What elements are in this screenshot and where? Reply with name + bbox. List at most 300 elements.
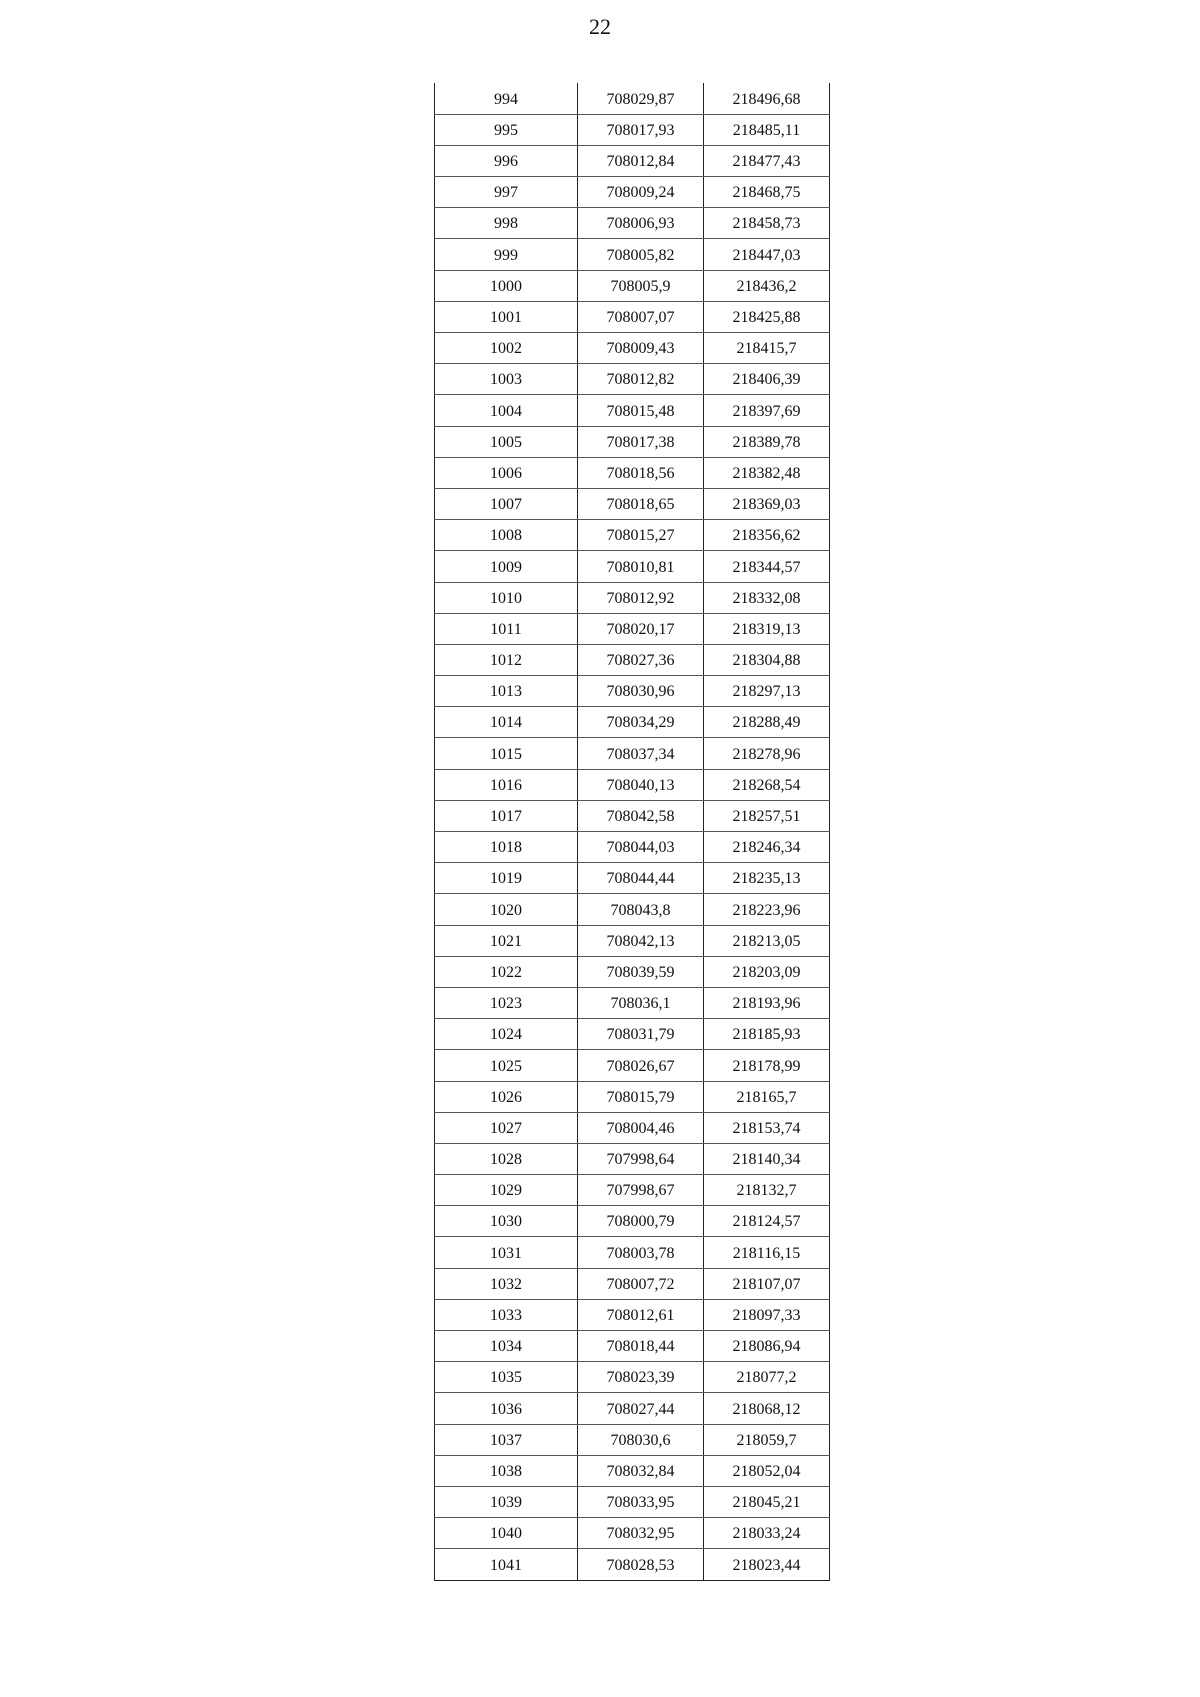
- y-coordinate-cell: [704, 582, 830, 613]
- cell-value: 1029: [490, 1182, 522, 1200]
- cell-value: 708000,79: [606, 1213, 675, 1231]
- cell-value: 1030: [490, 1213, 522, 1231]
- point-number-cell: [435, 1549, 578, 1580]
- y-coordinate-cell: [704, 1019, 830, 1050]
- cell-value: 218213,05: [732, 932, 801, 950]
- y-coordinate-cell: [704, 488, 830, 519]
- table-row: [435, 1019, 830, 1050]
- cell-value: 1032: [490, 1275, 522, 1293]
- cell-value: 708032,84: [606, 1462, 675, 1480]
- table-row: [435, 1362, 830, 1393]
- x-coordinate-cell: [578, 1237, 704, 1268]
- x-coordinate-cell: [578, 1175, 704, 1206]
- cell-value: 218045,21: [732, 1494, 801, 1512]
- x-coordinate-cell: [578, 551, 704, 582]
- table-row: [435, 832, 830, 863]
- cell-value: 708040,13: [606, 776, 675, 794]
- y-coordinate-cell: [704, 1518, 830, 1549]
- cell-value: 218132,7: [736, 1182, 797, 1200]
- point-number-cell: [435, 114, 578, 145]
- y-coordinate-cell: [704, 208, 830, 239]
- point-number-cell: [435, 83, 578, 114]
- cell-value: 1023: [490, 995, 522, 1013]
- table-row: [435, 457, 830, 488]
- x-coordinate-cell: [578, 644, 704, 675]
- cell-value: 708028,53: [606, 1556, 675, 1574]
- cell-value: 708007,72: [606, 1275, 675, 1293]
- x-coordinate-cell: [578, 987, 704, 1018]
- point-number-cell: [435, 457, 578, 488]
- x-coordinate-cell: [578, 208, 704, 239]
- x-coordinate-cell: [578, 301, 704, 332]
- cell-value: 218153,74: [732, 1119, 801, 1137]
- cell-value: 708012,84: [606, 153, 675, 171]
- cell-value: 708015,27: [606, 527, 675, 545]
- point-number-cell: [435, 1081, 578, 1112]
- x-coordinate-cell: [578, 1331, 704, 1362]
- y-coordinate-cell: [704, 1393, 830, 1424]
- y-coordinate-cell: [704, 83, 830, 114]
- x-coordinate-cell: [578, 270, 704, 301]
- table-row: [435, 707, 830, 738]
- cell-value: 218332,08: [732, 589, 801, 607]
- point-number-cell: [435, 1175, 578, 1206]
- cell-value: 708015,79: [606, 1088, 675, 1106]
- table-row: [435, 1486, 830, 1517]
- table-row: [435, 1424, 830, 1455]
- point-number-cell: [435, 769, 578, 800]
- x-coordinate-cell: [578, 114, 704, 145]
- y-coordinate-cell: [704, 1206, 830, 1237]
- point-number-cell: [435, 177, 578, 208]
- y-coordinate-cell: [704, 301, 830, 332]
- table-row: [435, 863, 830, 894]
- table-row: [435, 1206, 830, 1237]
- table-row: [435, 1050, 830, 1081]
- cell-value: 218477,43: [732, 153, 801, 171]
- cell-value: 218468,75: [732, 184, 801, 202]
- cell-value: 708037,34: [606, 745, 675, 763]
- point-number-cell: [435, 1237, 578, 1268]
- cell-value: 218203,09: [732, 963, 801, 981]
- cell-value: 218193,96: [732, 995, 801, 1013]
- cell-value: 708042,58: [606, 808, 675, 825]
- cell-value: 218356,62: [732, 527, 801, 545]
- cell-value: 708030,6: [610, 1431, 671, 1449]
- cell-value: 708009,24: [606, 184, 675, 202]
- cell-value: 1019: [490, 870, 522, 888]
- x-coordinate-cell: [578, 1518, 704, 1549]
- x-coordinate-cell: [578, 769, 704, 800]
- x-coordinate-cell: [578, 800, 704, 831]
- table-row: [435, 987, 830, 1018]
- cell-value: 708033,95: [606, 1494, 675, 1512]
- table-row: [435, 1268, 830, 1299]
- y-coordinate-cell: [704, 114, 830, 145]
- x-coordinate-cell: [578, 145, 704, 176]
- point-number-cell: [435, 364, 578, 395]
- cell-value: 218235,13: [732, 870, 801, 888]
- table-row: [435, 1299, 830, 1330]
- point-number-cell: [435, 894, 578, 925]
- cell-value: 218389,78: [732, 433, 801, 451]
- cell-value: 707998,67: [606, 1182, 675, 1200]
- cell-value: 1035: [490, 1369, 522, 1387]
- cell-value: 218406,39: [732, 371, 801, 389]
- point-number-cell: [435, 333, 578, 364]
- x-coordinate-cell: [578, 1019, 704, 1050]
- cell-value: 218023,44: [732, 1556, 801, 1574]
- y-coordinate-cell: [704, 1331, 830, 1362]
- table-row: [435, 1175, 830, 1206]
- cell-value: 218178,99: [732, 1057, 801, 1075]
- point-number-cell: [435, 1143, 578, 1174]
- x-coordinate-cell: [578, 520, 704, 551]
- point-number-cell: [435, 1268, 578, 1299]
- page-number: 22: [589, 14, 611, 39]
- point-number-cell: [435, 613, 578, 644]
- point-number-cell: [435, 644, 578, 675]
- x-coordinate-cell: [578, 1206, 704, 1237]
- table-row: [435, 1143, 830, 1174]
- x-coordinate-cell: [578, 1486, 704, 1517]
- cell-value: 1040: [490, 1525, 522, 1543]
- cell-value: 708012,92: [606, 589, 675, 607]
- point-number-cell: [435, 551, 578, 582]
- cell-value: 1039: [490, 1494, 522, 1512]
- table-row: [435, 800, 830, 831]
- cell-value: 708031,79: [606, 1026, 675, 1044]
- cell-value: 1003: [490, 371, 522, 389]
- table-row: [435, 520, 830, 551]
- cell-value: 708017,93: [606, 121, 675, 139]
- cell-value: 1018: [490, 839, 522, 857]
- cell-value: 708030,96: [606, 683, 675, 701]
- cell-value: 1021: [490, 932, 522, 950]
- y-coordinate-cell: [704, 1081, 830, 1112]
- point-number-cell: [435, 301, 578, 332]
- cell-value: 1027: [490, 1119, 522, 1137]
- cell-value: 218297,13: [732, 683, 801, 701]
- x-coordinate-cell: [578, 426, 704, 457]
- y-coordinate-cell: [704, 1175, 830, 1206]
- y-coordinate-cell: [704, 1455, 830, 1486]
- point-number-cell: [435, 426, 578, 457]
- cell-value: 1006: [490, 464, 522, 482]
- cell-value: 1012: [490, 652, 522, 670]
- point-number-cell: [435, 582, 578, 613]
- y-coordinate-cell: [704, 1143, 830, 1174]
- y-coordinate-cell: [704, 177, 830, 208]
- point-number-cell: [435, 832, 578, 863]
- cell-value: 218068,12: [732, 1400, 801, 1418]
- y-coordinate-cell: [704, 239, 830, 270]
- table-row: [435, 1455, 830, 1486]
- x-coordinate-cell: [578, 364, 704, 395]
- point-number-cell: [435, 520, 578, 551]
- table-row: [435, 925, 830, 956]
- cell-value: 1038: [490, 1462, 522, 1480]
- cell-value: 708039,59: [606, 963, 675, 981]
- cell-value: 1011: [490, 620, 522, 638]
- y-coordinate-cell: [704, 426, 830, 457]
- cell-value: 218059,7: [736, 1431, 797, 1449]
- cell-value: 1037: [490, 1431, 522, 1449]
- cell-value: 708026,67: [606, 1057, 675, 1075]
- cell-value: 708009,43: [606, 340, 675, 358]
- cell-value: 1031: [490, 1244, 522, 1262]
- cell-value: 708027,44: [606, 1400, 675, 1418]
- cell-value: 1020: [490, 901, 522, 919]
- cell-value: 1000: [490, 277, 522, 295]
- y-coordinate-cell: [704, 333, 830, 364]
- table-row: [435, 551, 830, 582]
- table-row: [435, 738, 830, 769]
- table-row: [435, 1518, 830, 1549]
- cell-value: 218304,88: [732, 652, 801, 670]
- cell-value: 708032,95: [606, 1525, 675, 1543]
- cell-value: 1004: [490, 402, 522, 420]
- y-coordinate-cell: [704, 738, 830, 769]
- cell-value: 1002: [490, 340, 522, 358]
- cell-value: 708004,46: [606, 1119, 675, 1137]
- y-coordinate-cell: [704, 956, 830, 987]
- point-number-cell: [435, 395, 578, 426]
- x-coordinate-cell: [578, 956, 704, 987]
- x-coordinate-cell: [578, 863, 704, 894]
- x-coordinate-cell: [578, 1362, 704, 1393]
- y-coordinate-cell: [704, 1050, 830, 1081]
- cell-value: 999: [494, 246, 518, 264]
- cell-value: 218185,93: [732, 1026, 801, 1044]
- cell-value: 708044,03: [606, 839, 675, 857]
- cell-value: 708006,93: [606, 215, 675, 233]
- point-number-cell: [435, 1424, 578, 1455]
- cell-value: 708005,82: [606, 246, 675, 264]
- cell-value: 218246,34: [732, 839, 801, 857]
- cell-value: 1005: [490, 433, 522, 451]
- table-row: [435, 1549, 830, 1580]
- x-coordinate-cell: [578, 1050, 704, 1081]
- coordinates-table: [434, 83, 830, 1581]
- point-number-cell: [435, 1206, 578, 1237]
- y-coordinate-cell: [704, 520, 830, 551]
- cell-value: 218052,04: [732, 1462, 801, 1480]
- cell-value: 996: [494, 153, 518, 171]
- cell-value: 218086,94: [732, 1338, 801, 1356]
- point-number-cell: [435, 987, 578, 1018]
- cell-value: 1033: [490, 1307, 522, 1324]
- cell-value: 998: [494, 215, 518, 233]
- y-coordinate-cell: [704, 1486, 830, 1517]
- table-row: [435, 177, 830, 208]
- point-number-cell: [435, 145, 578, 176]
- table-row: [435, 613, 830, 644]
- point-number-cell: [435, 1486, 578, 1517]
- cell-value: 1001: [490, 309, 522, 326]
- coordinates-table-body: [435, 83, 830, 1580]
- table-row: [435, 239, 830, 270]
- cell-value: 708010,81: [606, 558, 675, 576]
- cell-value: 1028: [490, 1151, 522, 1169]
- y-coordinate-cell: [704, 707, 830, 738]
- cell-value: 1017: [490, 808, 522, 825]
- cell-value: 708034,29: [606, 714, 675, 732]
- y-coordinate-cell: [704, 644, 830, 675]
- y-coordinate-cell: [704, 832, 830, 863]
- y-coordinate-cell: [704, 1549, 830, 1580]
- point-number-cell: [435, 1331, 578, 1362]
- cell-value: 1036: [490, 1400, 522, 1418]
- cell-value: 708018,65: [606, 496, 675, 514]
- y-coordinate-cell: [704, 676, 830, 707]
- table-row: [435, 145, 830, 176]
- table-row: [435, 395, 830, 426]
- y-coordinate-cell: [704, 364, 830, 395]
- table-row: [435, 582, 830, 613]
- x-coordinate-cell: [578, 613, 704, 644]
- point-number-cell: [435, 1019, 578, 1050]
- point-number-cell: [435, 488, 578, 519]
- y-coordinate-cell: [704, 270, 830, 301]
- y-coordinate-cell: [704, 987, 830, 1018]
- table-row: [435, 333, 830, 364]
- cell-value: 1009: [490, 558, 522, 576]
- cell-value: 218077,2: [736, 1369, 797, 1387]
- cell-value: 218344,57: [732, 558, 801, 576]
- cell-value: 1024: [490, 1026, 522, 1044]
- point-number-cell: [435, 707, 578, 738]
- cell-value: 994: [494, 90, 518, 108]
- y-coordinate-cell: [704, 894, 830, 925]
- table-row: [435, 644, 830, 675]
- cell-value: 997: [494, 184, 518, 202]
- x-coordinate-cell: [578, 1112, 704, 1143]
- cell-value: 1010: [490, 589, 522, 607]
- x-coordinate-cell: [578, 894, 704, 925]
- point-number-cell: [435, 1050, 578, 1081]
- cell-value: 218165,7: [736, 1088, 797, 1106]
- cell-value: 218268,54: [732, 776, 801, 794]
- point-number-cell: [435, 239, 578, 270]
- x-coordinate-cell: [578, 239, 704, 270]
- cell-value: 707998,64: [606, 1151, 675, 1169]
- cell-value: 218033,24: [732, 1525, 801, 1543]
- cell-value: 708005,9: [610, 277, 671, 295]
- cell-value: 1008: [490, 527, 522, 545]
- cell-value: 1014: [490, 714, 522, 732]
- cell-value: 218447,03: [732, 246, 801, 264]
- point-number-cell: [435, 956, 578, 987]
- point-number-cell: [435, 1518, 578, 1549]
- y-coordinate-cell: [704, 1299, 830, 1330]
- table-row: [435, 488, 830, 519]
- y-coordinate-cell: [704, 145, 830, 176]
- cell-value: 1015: [490, 745, 522, 763]
- table-row: [435, 301, 830, 332]
- cell-value: 218124,57: [732, 1213, 801, 1231]
- cell-value: 218425,88: [732, 309, 801, 326]
- table-row: [435, 1393, 830, 1424]
- cell-value: 708012,82: [606, 371, 675, 389]
- table-row: [435, 676, 830, 707]
- table-row: [435, 1081, 830, 1112]
- x-coordinate-cell: [578, 707, 704, 738]
- cell-value: 218496,68: [732, 90, 801, 108]
- table-row: [435, 1331, 830, 1362]
- table-row: [435, 894, 830, 925]
- y-coordinate-cell: [704, 457, 830, 488]
- point-number-cell: [435, 1299, 578, 1330]
- x-coordinate-cell: [578, 457, 704, 488]
- point-number-cell: [435, 676, 578, 707]
- table-row: [435, 426, 830, 457]
- cell-value: 218107,07: [732, 1275, 801, 1293]
- cell-value: 1013: [490, 683, 522, 701]
- table-row: [435, 270, 830, 301]
- cell-value: 1007: [490, 496, 522, 514]
- x-coordinate-cell: [578, 1268, 704, 1299]
- point-number-cell: [435, 1362, 578, 1393]
- cell-value: 218397,69: [732, 402, 801, 420]
- cell-value: 708020,17: [606, 620, 675, 638]
- point-number-cell: [435, 1393, 578, 1424]
- cell-value: 1026: [490, 1088, 522, 1106]
- cell-value: 708012,61: [606, 1307, 675, 1324]
- y-coordinate-cell: [704, 800, 830, 831]
- cell-value: 218485,11: [732, 121, 801, 139]
- x-coordinate-cell: [578, 177, 704, 208]
- point-number-cell: [435, 208, 578, 239]
- cell-value: 995: [494, 121, 518, 139]
- y-coordinate-cell: [704, 925, 830, 956]
- cell-value: 708043,8: [610, 901, 671, 919]
- table-row: [435, 364, 830, 395]
- x-coordinate-cell: [578, 832, 704, 863]
- cell-value: 708029,87: [606, 90, 675, 108]
- cell-value: 218369,03: [732, 496, 801, 514]
- x-coordinate-cell: [578, 1143, 704, 1174]
- table-row: [435, 769, 830, 800]
- x-coordinate-cell: [578, 676, 704, 707]
- x-coordinate-cell: [578, 1393, 704, 1424]
- y-coordinate-cell: [704, 395, 830, 426]
- cell-value: 708023,39: [606, 1369, 675, 1387]
- cell-value: 708042,13: [606, 932, 675, 950]
- cell-value: 218097,33: [732, 1307, 801, 1324]
- cell-value: 1041: [490, 1556, 522, 1574]
- table-row: [435, 1112, 830, 1143]
- point-number-cell: [435, 738, 578, 769]
- cell-value: 218257,51: [732, 808, 801, 825]
- cell-value: 708018,56: [606, 464, 675, 482]
- x-coordinate-cell: [578, 582, 704, 613]
- y-coordinate-cell: [704, 1112, 830, 1143]
- table-row: [435, 1237, 830, 1268]
- table-row: [435, 956, 830, 987]
- cell-value: 708007,07: [606, 309, 675, 326]
- x-coordinate-cell: [578, 1455, 704, 1486]
- cell-value: 218140,34: [732, 1151, 801, 1169]
- cell-value: 708018,44: [606, 1338, 675, 1356]
- cell-value: 708036,1: [610, 995, 671, 1013]
- cell-value: 218319,13: [732, 620, 801, 638]
- y-coordinate-cell: [704, 613, 830, 644]
- x-coordinate-cell: [578, 925, 704, 956]
- x-coordinate-cell: [578, 1424, 704, 1455]
- point-number-cell: [435, 1112, 578, 1143]
- cell-value: 218436,2: [736, 277, 797, 295]
